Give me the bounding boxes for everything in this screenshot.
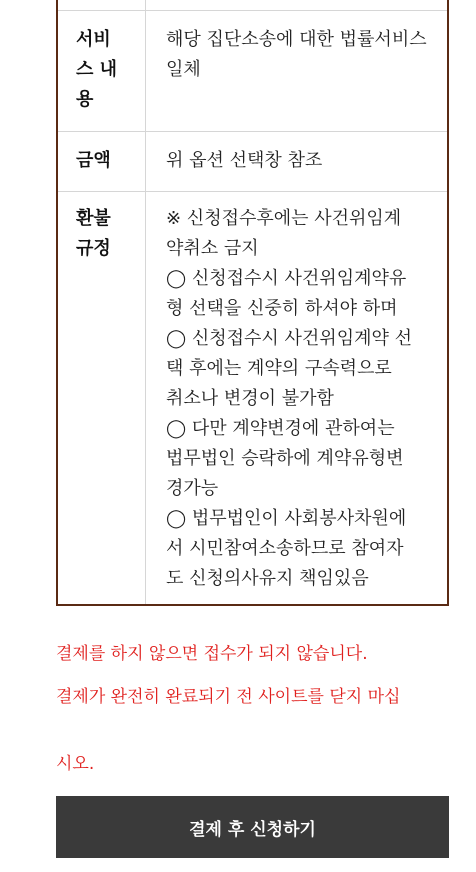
refund-label-line: 환불 xyxy=(76,208,111,229)
refund-label xyxy=(58,192,146,604)
close-warning-text: 결제가 완전히 완료되기 전 사이트를 닫지 마십 xyxy=(56,687,401,707)
refund-line: ※ 신청접수후에는 사건위임계 xyxy=(166,208,402,229)
refund-line: 택 후에는 계약의 구속력으로 xyxy=(166,358,392,379)
service-content: 해당 집단소송에 대한 법률서비스 일체 xyxy=(166,29,427,80)
refund-line: 형 선택을 신중히 하셔야 하며 xyxy=(166,298,398,319)
table-row-cut-off xyxy=(58,0,447,10)
service-label-line: 서비 xyxy=(76,29,111,50)
refund-line: ◯ 신청접수시 사건위임계약 선 xyxy=(166,328,412,349)
table-row-service xyxy=(58,10,447,131)
refund-line: ◯ 신청접수시 사건위임계약유 xyxy=(166,268,407,289)
refund-line: 서 시민참여소송하므로 참여자 xyxy=(166,538,404,559)
service-label xyxy=(58,11,146,131)
table-row-refund xyxy=(58,191,447,604)
service-label-line: 스 내 xyxy=(76,59,118,80)
amount-content: 위 옵션 선택창 참조 xyxy=(166,150,323,171)
payment-notice-text: 결제를 하지 않으면 접수가 되지 않습니다. xyxy=(56,644,368,664)
refund-line: ◯ 다만 계약변경에 관하여는 xyxy=(166,418,395,439)
refund-content xyxy=(146,192,447,604)
amount-label: 금액 xyxy=(58,132,146,191)
refund-line: 약취소 금지 xyxy=(166,238,259,259)
refund-line: 경가능 xyxy=(166,478,219,499)
refund-line: ◯ 법무법인이 사회봉사차원에 xyxy=(166,508,407,529)
refund-line: 도 신청의사유지 책임있음 xyxy=(166,568,369,589)
refund-line: 법무법인 승락하에 계약유형변 xyxy=(166,448,404,469)
table-row-amount xyxy=(58,131,447,191)
service-label-line: 용 xyxy=(76,89,94,110)
close-warning-text-continued: 시오. xyxy=(56,754,95,774)
pay-and-apply-button[interactable]: 결제 후 신청하기 xyxy=(56,796,449,858)
refund-label-line: 규정 xyxy=(76,238,111,259)
refund-line: 취소나 변경이 불가함 xyxy=(166,388,334,409)
terms-table xyxy=(56,0,449,606)
